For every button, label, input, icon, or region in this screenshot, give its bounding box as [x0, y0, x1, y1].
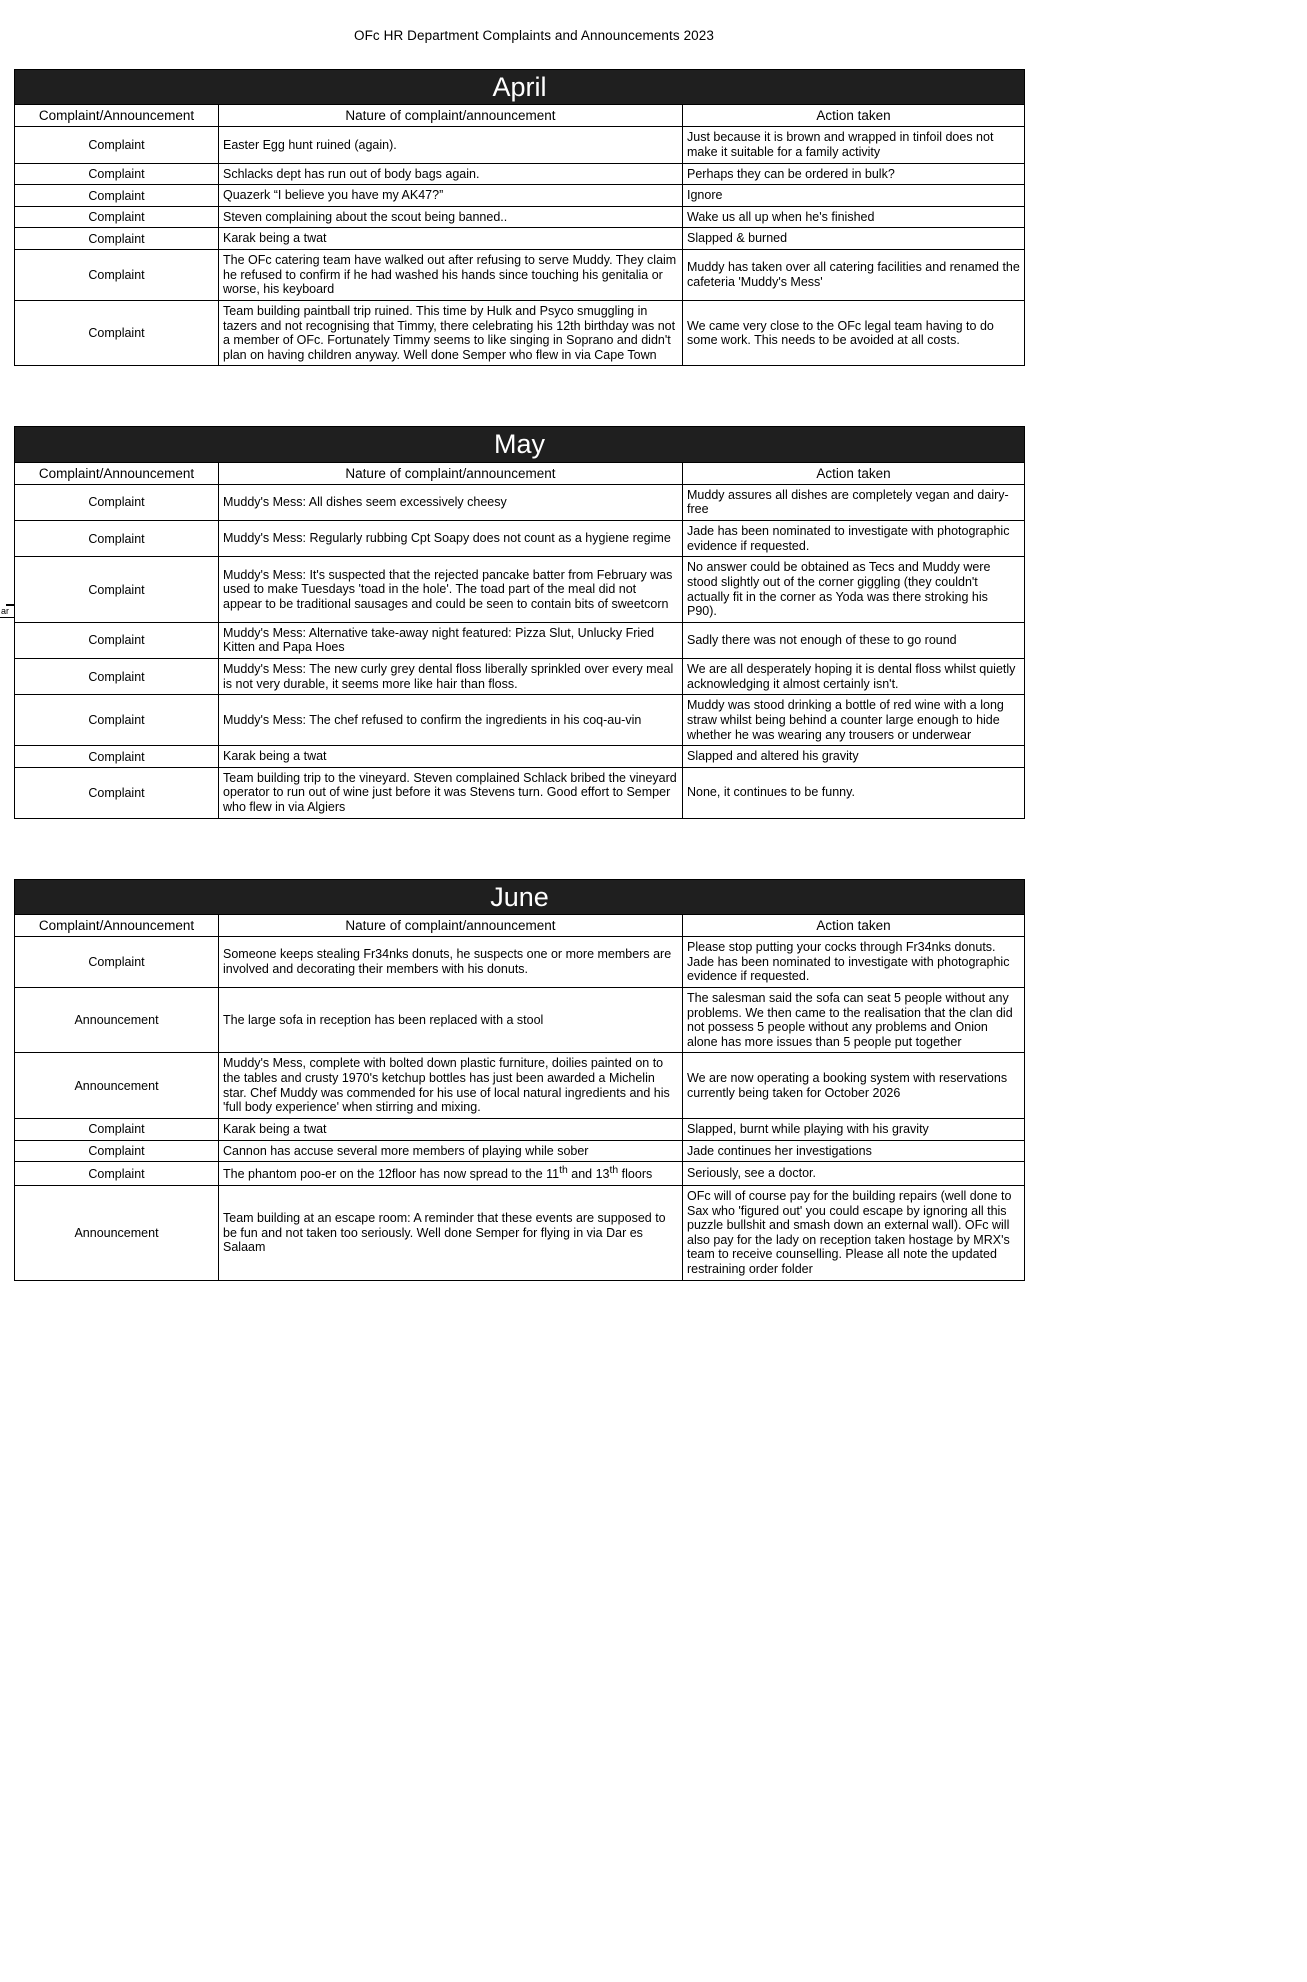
column-header-action: Action taken [683, 105, 1025, 127]
cell-nature: Muddy's Mess, complete with bolted down plastic furniture, doilies painted on to the tables and crusty 1970's ketchup bottles has just been awarded a Michelin star. Chef Muddy was commended for his use of local natural ingredients and his 'full body experience' when stirring and mixing. [219, 1053, 683, 1119]
cell-type: Complaint [15, 521, 219, 557]
table-row [15, 163, 1025, 185]
column-header-row [15, 462, 1025, 484]
cell-action: None, it continues to be funny. [683, 767, 1025, 818]
cell-action: No answer could be obtained as Tecs and Muddy were stood slightly out of the corner giggling (they couldn't actually fit in the corner as Yoda was there stroking his P90). [683, 557, 1025, 623]
month-section-june [14, 879, 1024, 1281]
cell-type: Complaint [15, 127, 219, 163]
table-row [15, 1053, 1025, 1119]
cell-type: Complaint [15, 250, 219, 301]
column-header-row [15, 105, 1025, 127]
cell-nature: Muddy's Mess: The new curly grey dental floss liberally sprinkled over every meal is not very durable, it seems more like hair than floss. [219, 659, 683, 695]
cell-nature: Karak being a twat [219, 746, 683, 768]
cell-nature: Muddy's Mess: The chef refused to confirm the ingredients in his coq-au-vin [219, 695, 683, 746]
cell-action: The salesman said the sofa can seat 5 people without any problems. We then came to the realisation that the clan did not possess 5 people without any problems and Onion alone has more issues than 5 people put together [683, 987, 1025, 1053]
cell-nature: Team building paintball trip ruined. This time by Hulk and Psyco smuggling in tazers and not recognising that Timmy, there celebrating his 12th birthday was not a member of OFc. Fortunately Timmy seems to like singing in Soprano and didn't plan on having children anyway. Well done Semper who flew in via Cape Town [219, 300, 683, 366]
cell-action: Wake us all up when he's finished [683, 206, 1025, 228]
table-row [15, 521, 1025, 557]
cell-nature: Muddy's Mess: All dishes seem excessively cheesy [219, 484, 683, 520]
cell-action: Jade has been nominated to investigate with photographic evidence if requested. [683, 521, 1025, 557]
month-table-april [14, 69, 1025, 366]
table-row [15, 767, 1025, 818]
cell-nature: The OFc catering team have walked out after refusing to serve Muddy. They claim he refused to confirm if he had washed his hands since touching his genitalia or worse, his keyboard [219, 250, 683, 301]
cell-nature: Someone keeps stealing Fr34nks donuts, he suspects one or more members are involved and decorating their members with his donuts. [219, 937, 683, 988]
cell-type: Announcement [15, 1053, 219, 1119]
cell-action: Sadly there was not enough of these to go round [683, 622, 1025, 658]
cell-type: Announcement [15, 987, 219, 1053]
cell-type: Complaint [15, 300, 219, 366]
page-edge-artifact [0, 604, 14, 618]
month-banner-row [15, 70, 1025, 105]
cell-action: We came very close to the OFc legal team having to do some work. This needs to be avoided at all costs. [683, 300, 1025, 366]
column-header-action: Action taken [683, 915, 1025, 937]
cell-nature: Cannon has accuse several more members of playing while sober [219, 1140, 683, 1162]
table-row [15, 695, 1025, 746]
cell-action: Slapped and altered his gravity [683, 746, 1025, 768]
table-row [15, 937, 1025, 988]
table-row [15, 127, 1025, 163]
table-row [15, 622, 1025, 658]
cell-type: Complaint [15, 695, 219, 746]
cell-nature: The large sofa in reception has been replaced with a stool [219, 987, 683, 1053]
column-header-row [15, 915, 1025, 937]
cell-nature: Karak being a twat [219, 1118, 683, 1140]
column-header-type: Complaint/Announcement [15, 462, 219, 484]
table-row [15, 228, 1025, 250]
table-row [15, 746, 1025, 768]
cell-type: Complaint [15, 659, 219, 695]
month-banner-april: April [15, 70, 1025, 105]
spacer-april-may [0, 366, 1307, 426]
cell-action: Slapped & burned [683, 228, 1025, 250]
month-banner-june: June [15, 879, 1025, 914]
edge-artifact-text: ar [1, 606, 10, 616]
table-row [15, 987, 1025, 1053]
spacer-may-june [0, 819, 1307, 879]
month-banner-row [15, 427, 1025, 462]
cell-nature: Karak being a twat [219, 228, 683, 250]
cell-type: Complaint [15, 228, 219, 250]
cell-type: Complaint [15, 1162, 219, 1186]
table-row [15, 659, 1025, 695]
month-banner-may: May [15, 427, 1025, 462]
cell-nature: Team building trip to the vineyard. Steven complained Schlack bribed the vineyard operator to run out of wine just before it was Stevens turn. Good effort to Semper who flew in via Algiers [219, 767, 683, 818]
cell-nature: Team building at an escape room: A reminder that these events are supposed to be fun and not taken too seriously. Well done Semper for flying in via Dar es Salaam [219, 1185, 683, 1280]
table-row [15, 185, 1025, 207]
cell-action: Muddy was stood drinking a bottle of red wine with a long straw whilst being behind a counter large enough to hide whether he was wearing any trousers or underwear [683, 695, 1025, 746]
cell-action: Jade continues her investigations [683, 1140, 1025, 1162]
column-header-action: Action taken [683, 462, 1025, 484]
cell-action: Perhaps they can be ordered in bulk? [683, 163, 1025, 185]
table-row [15, 1140, 1025, 1162]
table-row [15, 206, 1025, 228]
cell-nature: Steven complaining about the scout being banned.. [219, 206, 683, 228]
table-row [15, 1162, 1025, 1186]
cell-nature: Muddy's Mess: Regularly rubbing Cpt Soapy does not count as a hygiene regime [219, 521, 683, 557]
page-title: OFc HR Department Complaints and Announcements 2023 [353, 28, 715, 43]
cell-action: Slapped, burnt while playing with his gravity [683, 1118, 1025, 1140]
edge-artifact-line [0, 617, 14, 618]
cell-type: Complaint [15, 622, 219, 658]
cell-type: Complaint [15, 206, 219, 228]
cell-type: Complaint [15, 746, 219, 768]
cell-type: Complaint [15, 557, 219, 623]
table-row [15, 1118, 1025, 1140]
cell-action: We are all desperately hoping it is dental floss whilst quietly acknowledging it almost certainly isn't. [683, 659, 1025, 695]
column-header-type: Complaint/Announcement [15, 105, 219, 127]
table-row [15, 484, 1025, 520]
cell-nature: Schlacks dept has run out of body bags again. [219, 163, 683, 185]
cell-type: Complaint [15, 484, 219, 520]
cell-type: Complaint [15, 937, 219, 988]
month-section-april [14, 69, 1024, 366]
cell-nature: The phantom poo-er on the 12floor has now spread to the 11th and 13th floors [219, 1162, 683, 1186]
column-header-nature: Nature of complaint/announcement [219, 462, 683, 484]
cell-action: We are now operating a booking system with reservations currently being taken for October 2026 [683, 1053, 1025, 1119]
table-row [15, 1185, 1025, 1280]
month-banner-row [15, 879, 1025, 914]
cell-nature: Easter Egg hunt ruined (again). [219, 127, 683, 163]
column-header-nature: Nature of complaint/announcement [219, 915, 683, 937]
month-table-may [14, 426, 1025, 818]
cell-action: Please stop putting your cocks through Fr34nks donuts. Jade has been nominated to investigate with photographic evidence if requested. [683, 937, 1025, 988]
cell-type: Complaint [15, 1140, 219, 1162]
cell-nature: Muddy's Mess: It's suspected that the rejected pancake batter from February was used to make Tuesdays 'toad in the hole'. The toad part of the meal did not appear to be traditional sausages and could be seen to contain bits of sweetcorn [219, 557, 683, 623]
cell-type: Complaint [15, 1118, 219, 1140]
cell-type: Complaint [15, 163, 219, 185]
spacer-top [0, 43, 1307, 69]
cell-type: Complaint [15, 767, 219, 818]
column-header-type: Complaint/Announcement [15, 915, 219, 937]
table-row [15, 557, 1025, 623]
cell-nature: Muddy's Mess: Alternative take-away night featured: Pizza Slut, Unlucky Fried Kitten and Papa Hoes [219, 622, 683, 658]
table-row [15, 300, 1025, 366]
cell-action: Muddy assures all dishes are completely vegan and dairy-free [683, 484, 1025, 520]
cell-action: Seriously, see a doctor. [683, 1162, 1025, 1186]
cell-action: Muddy has taken over all catering facilities and renamed the cafeteria 'Muddy's Mess' [683, 250, 1025, 301]
month-table-june [14, 879, 1025, 1281]
cell-type: Complaint [15, 185, 219, 207]
cell-action: OFc will of course pay for the building repairs (well done to Sax who 'figured out' you could escape by ignoring all this puzzle bullshit and smash down an external wall). OFc will also pay for the lady on reception taken hostage by MRX's team to receive counselling. Please all note the updated restraining order folder [683, 1185, 1025, 1280]
cell-action: Just because it is brown and wrapped in tinfoil does not make it suitable for a family activity [683, 127, 1025, 163]
column-header-nature: Nature of complaint/announcement [219, 105, 683, 127]
cell-nature: Quazerk “I believe you have my AK47?” [219, 185, 683, 207]
table-row [15, 250, 1025, 301]
cell-type: Announcement [15, 1185, 219, 1280]
month-section-may [14, 426, 1024, 818]
cell-action: Ignore [683, 185, 1025, 207]
